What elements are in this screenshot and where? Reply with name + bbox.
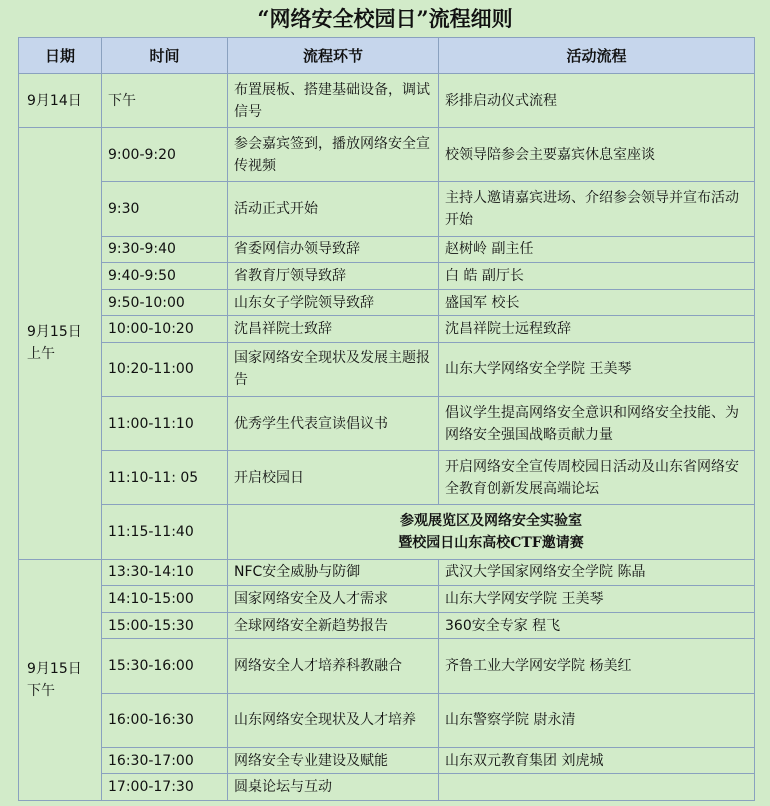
time-cell: 13:30-14:10	[102, 559, 228, 586]
activity-cell: 白 皓 副厅长	[439, 263, 755, 290]
time-cell: 下午	[102, 74, 228, 128]
table-row	[19, 586, 755, 613]
segment-cell: 网络安全人才培养科教融合	[228, 639, 439, 693]
header-activity: 活动流程	[439, 38, 755, 74]
time-cell: 16:00-16:30	[102, 693, 228, 747]
table-row	[19, 612, 755, 639]
time-cell: 15:00-15:30	[102, 612, 228, 639]
merged-activity-cell	[228, 505, 755, 559]
activity-cell: 齐鲁工业大学网安学院 杨美红	[439, 639, 755, 693]
activity-cell: 开启网络安全宣传周校园日活动及山东省网络安全教育创新发展高端论坛	[439, 451, 755, 505]
activity-cell: 赵树岭 副主任	[439, 236, 755, 263]
table-row	[19, 505, 755, 559]
segment-cell: 山东网络安全现状及人才培养	[228, 693, 439, 747]
segment-cell: 布置展板、搭建基础设备，调试信号	[228, 74, 439, 128]
time-cell: 9:30-9:40	[102, 236, 228, 263]
time-cell: 14:10-15:00	[102, 586, 228, 613]
segment-cell: 开启校园日	[228, 451, 439, 505]
segment-cell: 省教育厅领导致辞	[228, 263, 439, 290]
time-cell: 9:40-9:50	[102, 263, 228, 290]
activity-cell	[439, 774, 755, 801]
time-cell: 10:00-10:20	[102, 316, 228, 343]
activity-cell: 360安全专家 程飞	[439, 612, 755, 639]
segment-cell: 省委网信办领导致辞	[228, 236, 439, 263]
table-row	[19, 451, 755, 505]
activity-cell: 武汉大学国家网络安全学院 陈晶	[439, 559, 755, 586]
activity-cell: 校领导陪参会主要嘉宾休息室座谈	[439, 128, 755, 182]
time-cell: 9:50-10:00	[102, 289, 228, 316]
segment-cell: 沈昌祥院士致辞	[228, 316, 439, 343]
segment-cell: 优秀学生代表宣读倡议书	[228, 397, 439, 451]
time-cell: 11:10-11: 05	[102, 451, 228, 505]
table-row	[19, 263, 755, 290]
merged-activity-line-1: 参观展览区及网络安全实验室	[400, 513, 582, 530]
segment-cell: 网络安全专业建设及赋能	[228, 747, 439, 774]
segment-cell: 参会嘉宾签到，播放网络安全宣传视频	[228, 128, 439, 182]
header-segment: 流程环节	[228, 38, 439, 74]
table-header-row	[19, 38, 755, 74]
table-row	[19, 397, 755, 451]
activity-cell: 沈昌祥院士远程致辞	[439, 316, 755, 343]
page-title: “网络安全校园日”流程细则	[257, 6, 513, 31]
date-cell-0914: 9月14日	[19, 74, 102, 128]
table-row	[19, 693, 755, 747]
time-cell: 16:30-17:00	[102, 747, 228, 774]
merged-activity-line-2: 暨校园日山东高校CTF邀请赛	[398, 535, 584, 552]
activity-cell: 山东双元教育集团 刘虎城	[439, 747, 755, 774]
time-cell: 10:20-11:00	[102, 342, 228, 396]
date-cell-0915-morning: 9月15日上午	[19, 128, 102, 559]
table-row	[19, 236, 755, 263]
time-cell: 15:30-16:00	[102, 639, 228, 693]
table-row	[19, 774, 755, 801]
activity-cell: 盛国军 校长	[439, 289, 755, 316]
activity-cell: 倡议学生提高网络安全意识和网络安全技能、为网络安全强国战略贡献力量	[439, 397, 755, 451]
table-row	[19, 74, 755, 128]
segment-cell: 国家网络安全及人才需求	[228, 586, 439, 613]
time-cell: 17:00-17:30	[102, 774, 228, 801]
time-cell: 9:30	[102, 182, 228, 236]
date-cell-0915-afternoon: 9月15日下午	[19, 559, 102, 800]
header-time: 时间	[102, 38, 228, 74]
segment-cell: 国家网络安全现状及发展主题报告	[228, 342, 439, 396]
time-cell: 11:00-11:10	[102, 397, 228, 451]
schedule-table	[18, 37, 755, 801]
table-row	[19, 316, 755, 343]
header-date: 日期	[19, 38, 102, 74]
activity-cell: 山东大学网安学院 王美琴	[439, 586, 755, 613]
table-row	[19, 559, 755, 586]
table-row	[19, 182, 755, 236]
segment-cell: NFC安全威胁与防御	[228, 559, 439, 586]
table-row	[19, 747, 755, 774]
activity-cell: 山东大学网络安全学院 王美琴	[439, 342, 755, 396]
segment-cell: 山东女子学院领导致辞	[228, 289, 439, 316]
segment-cell: 全球网络安全新趋势报告	[228, 612, 439, 639]
activity-cell: 彩排启动仪式流程	[439, 74, 755, 128]
activity-cell: 主持人邀请嘉宾进场、介绍参会领导并宣布活动开始	[439, 182, 755, 236]
time-cell: 11:15-11:40	[102, 505, 228, 559]
segment-cell: 圆桌论坛与互动	[228, 774, 439, 801]
segment-cell: 活动正式开始	[228, 182, 439, 236]
table-row	[19, 342, 755, 396]
table-row	[19, 639, 755, 693]
table-row	[19, 289, 755, 316]
table-row	[19, 128, 755, 182]
activity-cell: 山东警察学院 尉永清	[439, 693, 755, 747]
time-cell: 9:00-9:20	[102, 128, 228, 182]
